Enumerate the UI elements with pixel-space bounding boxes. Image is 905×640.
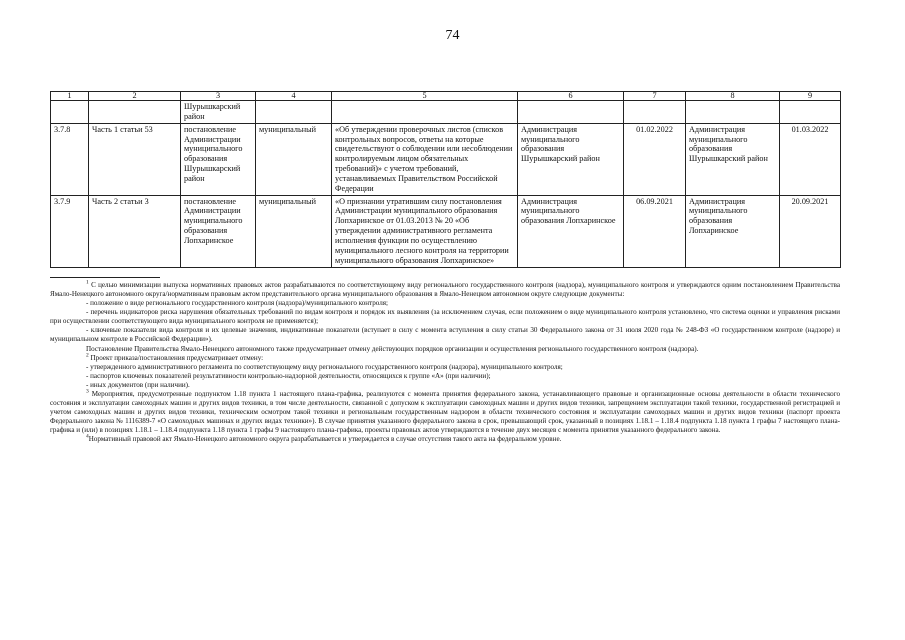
column-header: 9	[780, 92, 841, 101]
footnote-line: - паспортов ключевых показателей результативности контрольно-надзорной деятельности, относящихся к группе «А» (при наличии);	[86, 371, 491, 380]
table-cell: 01.03.2022	[780, 123, 841, 195]
table-cell	[256, 101, 332, 124]
column-header: 5	[332, 92, 518, 101]
footnote-mark: 1	[86, 279, 89, 286]
page-number: 74	[445, 28, 460, 43]
column-header: 6	[518, 92, 624, 101]
table-cell: Часть 1 статьи 53	[89, 123, 181, 195]
table-cell: муниципальный	[256, 195, 332, 267]
footnotes	[50, 281, 840, 444]
table-cell: постановление Администрации муниципального образования Шурышкарский район	[181, 123, 256, 195]
table-continuation-row	[51, 101, 841, 124]
footnote-mark: 2	[86, 352, 89, 359]
footnote	[50, 390, 840, 435]
table-cell	[780, 101, 841, 124]
table-row	[51, 123, 841, 195]
footnote-divider	[50, 277, 160, 278]
table-cell: Администрация муниципального образования Лопхаринское	[518, 195, 624, 267]
table-cell: Часть 2 статьи 3	[89, 195, 181, 267]
table-cell	[518, 101, 624, 124]
column-header: 7	[624, 92, 686, 101]
table-cell	[686, 101, 780, 124]
column-header: 1	[51, 92, 89, 101]
table-cell: Администрация муниципального образования Шурышкарский район	[686, 123, 780, 195]
table-header-row	[51, 92, 841, 101]
footnote	[50, 354, 840, 363]
plan-table	[50, 91, 841, 268]
column-header: 4	[256, 92, 332, 101]
footnote-text: Проект приказа/постановления предусматривает отмену:	[90, 353, 264, 362]
table-cell: 3.7.8	[51, 123, 89, 195]
footnote-text: Мероприятия, предусмотренные подпунктом 1.18 пункта 1 настоящего плана-графика, реализуются с момента принятия федерального закона, устанавливающего правовые и организационные основы деятельности в области технического состояния и эксплуатации самоходных машин и других видов техники, в том числе деятельности, связанной с допуском к эксплуатации самоходных машин и других видов техники, запрещением эксплуатации такой техники, государственной регистрацией и учетом самоходных машин и других видов техники, техническим осмотром такой техники и региональным государственным надзором в области технического состояния и эксплуатации самоходных машин и других видов техники (паспорт проекта Федерального закона № 1116389-7 «О самоходных машинах и других видах техники»). В случае принятия указанного федерального закона в срок, превышающий срок, указанный в позициях 1.18.1 – 1.18.4 подпункта 1.18 пункта 1 графы 7 настоящего плана-графика и (или) в позициях 1.18.1 – 1.18.4 подпункта 1.18 пункта 1 графы 9 настоящего плана-графика, проекты правовых актов утверждаются в течение двух месяцев с момента принятия указанного федерального закона.	[50, 389, 840, 435]
footnote-mark: 3	[86, 388, 89, 395]
footnote-text: Нормативный правовой акт Ямало-Ненецкого автономного округа разрабатывается и утверждается в случае отсутствия такого акта на федеральном уровне.	[88, 435, 562, 444]
column-header: 3	[181, 92, 256, 101]
footnote-line: - перечень индикаторов риска нарушения обязательных требований по видам контроля и порядок их выявления (за исключением случая, если положением о виде муниципального контроля установлено, что система оценки и управления рисками при осуществлении соответствующего вида муниципального контроля не применяется);	[50, 308, 840, 326]
table-cell	[51, 101, 89, 124]
table-cell: постановление Администрации муниципального образования Лопхаринское	[181, 195, 256, 267]
table-cell: Шурышкарский район	[181, 101, 256, 124]
table-cell: 3.7.9	[51, 195, 89, 267]
column-header: 8	[686, 92, 780, 101]
table-cell: «О признании утратившим силу постановления Администрации муниципального образования Лопхаринское от 01.03.2013 № 20 «Об утверждении административного регламента исполнения функции по осуществлению муниципального лесного контроля на территории муниципального образования Лопхаринское»	[332, 195, 518, 267]
table-row	[51, 195, 841, 267]
footnote-text: С целью минимизации выпуска нормативных правовых актов разрабатываются по соответствующему виду регионального государственного контроля (надзора), муниципального контроля и утверждаются одним постановлением Правительства Ямало-Ненецкого автономного округа/нормативным правовым актом представительного органа муниципального образования в Ямало-Ненецком автономном округе следующие документы:	[50, 281, 840, 299]
table-cell	[624, 101, 686, 124]
footnote-line: - иных документов (при наличии).	[86, 380, 190, 389]
table-cell	[89, 101, 181, 124]
footnote	[50, 281, 840, 299]
column-header: 2	[89, 92, 181, 101]
table-cell: Администрация муниципального образования Шурышкарский район	[518, 123, 624, 195]
footnote-line: Постановление Правительства Ямало-Ненецкого автономного также предусматривает отмену действующих порядков организации и осуществления регионального государственного контроля (надзора).	[86, 344, 699, 353]
footnote	[50, 435, 840, 444]
table-cell: муниципальный	[256, 123, 332, 195]
table-cell: «Об утверждении проверочных листов (списков контрольных вопросов, ответы на которые свидетельствуют о соблюдении или несоблюдении контролируемым лицом обязательных требований)» с учетом требований, устанавливаемых Правительством Российской Федерации	[332, 123, 518, 195]
footnote-line: - утвержденного административного регламента по соответствующему виду регионального государственного контроля (надзора), муниципального контроля;	[86, 362, 563, 371]
footnote-mark: 4	[86, 433, 89, 440]
footnote-line: - ключевые показатели вида контроля и их целевые значения, индикативные показатели (вступает в силу с момента вступления в силу статьи 30 Федерального закона от 31 июля 2020 года № 248-ФЗ «О государственном контроле (надзоре) и муниципальном контроле в Российской Федерации»).	[50, 326, 840, 344]
table-cell: 20.09.2021	[780, 195, 841, 267]
table-cell: Администрация муниципального образования Лопхаринское	[686, 195, 780, 267]
table-cell: 01.02.2022	[624, 123, 686, 195]
footnote-line: - положение о виде регионального государственного контроля (надзора)/муниципального контроля;	[86, 299, 389, 308]
table-cell: 06.09.2021	[624, 195, 686, 267]
table-cell	[332, 101, 518, 124]
